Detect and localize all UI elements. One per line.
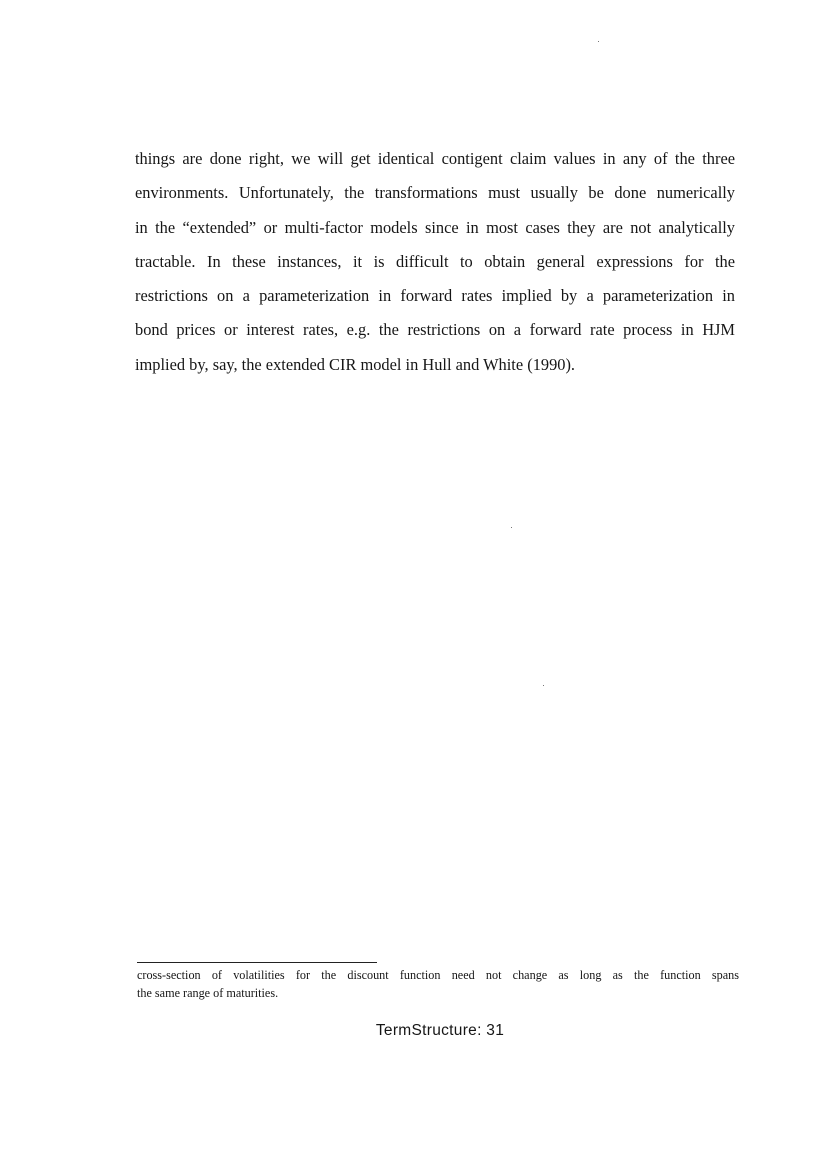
scan-speck bbox=[543, 685, 544, 686]
paragraph-line: restrictions on a parameterization in forward rates implied by a parameterization in bbox=[135, 286, 735, 306]
footnote bbox=[137, 966, 739, 1002]
paragraph-line: implied by, say, the extended CIR model in Hull and White (1990). bbox=[135, 354, 576, 374]
footnote-separator bbox=[137, 962, 377, 963]
footnote-line: the same range of maturities. bbox=[137, 986, 279, 1000]
paragraph-line: environments. Unfortunately, the transformations must usually be done numerically bbox=[135, 183, 735, 203]
paragraph-line: in the “extended” or multi-factor models since in most cases they are not analytically bbox=[135, 217, 735, 237]
page-footer-label: TermStructure: 31 bbox=[375, 1022, 505, 1039]
paragraph-line: tractable. In these instances, it is difficult to obtain general expressions for the bbox=[135, 251, 735, 271]
footnote-line: cross-section of volatilities for the discount function need not change as long as the function spans bbox=[137, 968, 739, 982]
paragraph-line: bond prices or interest rates, e.g. the restrictions on a forward rate process in HJM bbox=[135, 320, 735, 340]
body-paragraph bbox=[135, 142, 735, 382]
scan-speck bbox=[598, 41, 599, 42]
paragraph-line: things are done right, we will get identical contigent claim values in any of the three bbox=[135, 149, 735, 168]
scan-speck bbox=[511, 527, 512, 528]
